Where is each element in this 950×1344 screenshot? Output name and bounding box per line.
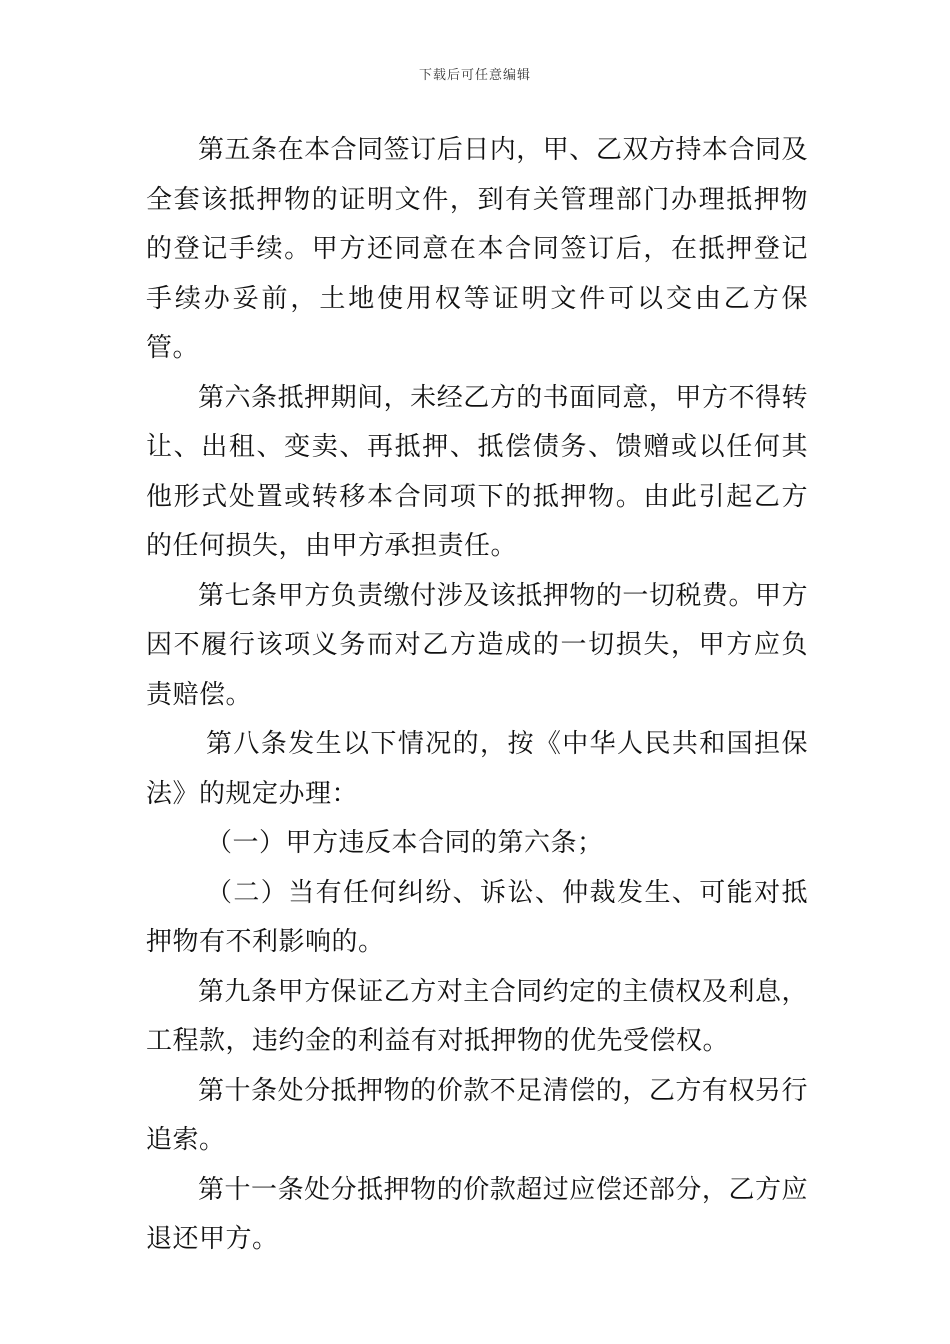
page-header: 下载后可任意编辑 bbox=[418, 68, 531, 83]
article-10: 第十条处分抵押物的价款不足清偿的，乙方有权另行追索。 bbox=[146, 1075, 808, 1155]
article-5: 第五条在本合同签订后日内，甲、乙双方持本合同及全套该抵押物的证明文件，到有关管理部门办理抵押物的登记手续。甲方还同意在本合同签订后，在抵押登记手续办妥前，土地使用权等证明文件可以交由乙方保管。 bbox=[146, 135, 808, 363]
article-6: 第六条抵押期间，未经乙方的书面同意，甲方不得转让、出租、变卖、再抵押、抵偿债务、馈赠或以任何其他形式处置或转移本合同项下的抵押物。由此引起乙方的任何损失，由甲方承担责任。 bbox=[146, 382, 808, 561]
article-7: 第七条甲方负责缴付涉及该抵押物的一切税费。甲方因不履行该项义务而对乙方造成的一切损失，甲方应负责赔偿。 bbox=[146, 580, 808, 710]
article-8-item-2: （二）当有任何纠纷、诉讼、仲裁发生、可能对抵押物有不利影响的。 bbox=[146, 877, 808, 957]
article-11: 第十一条处分抵押物的价款超过应偿还部分，乙方应退还甲方。 bbox=[146, 1174, 808, 1254]
article-8: 第八条发生以下情况的，按《中华人民共和国担保法》的规定办理： bbox=[146, 729, 808, 809]
article-9: 第九条甲方保证乙方对主合同约定的主债权及利息，工程款，违约金的利益有对抵押物的优先受偿权。 bbox=[146, 976, 808, 1056]
article-8-item-1: （一）甲方违反本合同的第六条； bbox=[206, 828, 604, 858]
document-body bbox=[146, 126, 808, 1265]
